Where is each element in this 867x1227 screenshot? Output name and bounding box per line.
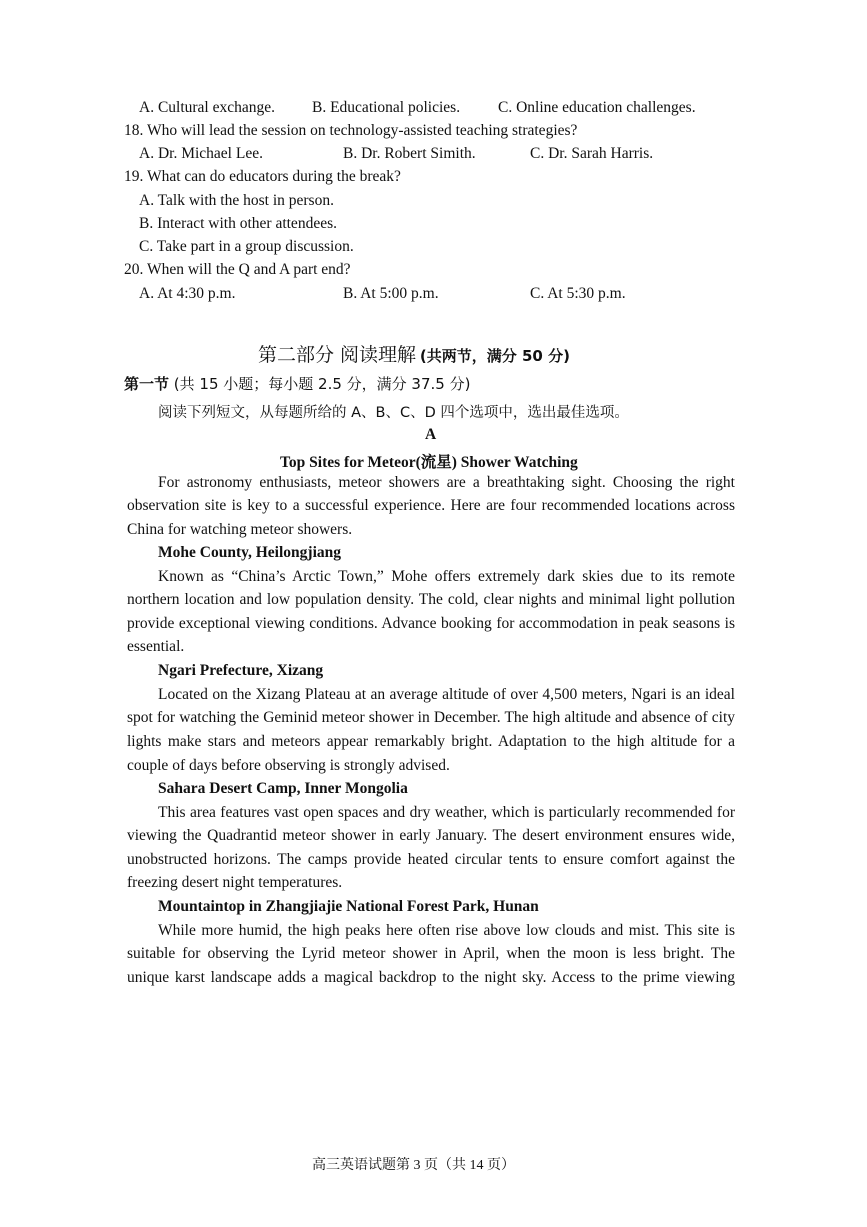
page-footer: 高三英语试题第 3 页（共 14 页）	[312, 1158, 515, 1173]
site-heading-mohe: Mohe County, Heilongjiang	[158, 544, 342, 561]
part2-heading	[258, 340, 570, 367]
site-text-line: essential.	[127, 638, 185, 655]
site-text-line: unobstructed horizons. The camps provide heated circular tents to ensure comfort against the	[127, 851, 735, 868]
site-text-line: Known as “China’s Arctic Town,” Mohe offers extremely dark skies due to its remote	[158, 568, 735, 585]
q18-stem: 18. Who will lead the session on technology-assisted teaching strategies?	[124, 122, 578, 139]
intro-line: China for watching meteor showers.	[127, 521, 353, 538]
site-heading-zhangjiajie: Mountaintop in Zhangjiajie National Forest Park, Hunan	[158, 898, 539, 915]
site-heading-ngari: Ngari Prefecture, Xizang	[158, 662, 324, 679]
q20-option-b: B. At 5:00 p.m.	[343, 285, 439, 302]
passage-title: Top Sites for Meteor(流星) Shower Watching	[280, 454, 578, 471]
site-text-line: suitable for observing the Lyrid meteor shower in April, when the moon is less bright. The	[127, 945, 735, 962]
q20-option-a: A. At 4:30 p.m.	[139, 285, 236, 302]
q19-option-b: B. Interact with other attendees.	[139, 215, 337, 232]
site-text-line: spot for watching the Geminid meteor shower in December. The high altitude and absence of city	[127, 709, 735, 726]
q17-option-a: A. Cultural exchange.	[139, 99, 276, 116]
site-text-line: provide exceptional viewing conditions. Advance booking for accommodation in peak seasons is	[127, 615, 735, 632]
site-heading-sahara: Sahara Desert Camp, Inner Mongolia	[158, 780, 408, 797]
section1-instruction: 阅读下列短文，从每题所给的 A、B、C、D 四个选项中，选出最佳选项。	[158, 405, 629, 421]
section1-note: (共 15 小题；每小题 2.5 分，满分 37.5 分)	[173, 375, 471, 393]
site-text-line: freezing desert night temperatures.	[127, 874, 343, 891]
intro-line: For astronomy enthusiasts, meteor showers are a breathtaking sight. Choosing the right	[158, 474, 735, 491]
site-text-line: couple of days before observing is strongly advised.	[127, 757, 450, 774]
site-text-line: unique karst landscape adds a magical backdrop to the night sky. Access to the prime viewing	[127, 969, 735, 986]
q20-stem: 20. When will the Q and A part end?	[124, 261, 351, 278]
q20-option-c: C. At 5:30 p.m.	[530, 285, 626, 302]
q18-option-b: B. Dr. Robert Simith.	[343, 145, 476, 162]
site-text-line: This area features vast open spaces and dry weather, which is particularly recommended for	[158, 804, 735, 821]
q17-option-b: B. Educational policies.	[312, 99, 461, 116]
section1-label: 第一节	[124, 375, 170, 393]
section1-heading	[124, 373, 470, 394]
site-text-line: northern location and low population density. The cold, clear nights and minimal light pollution	[127, 591, 735, 608]
q19-stem: 19. What can do educators during the break?	[124, 168, 401, 185]
q18-option-c: C. Dr. Sarah Harris.	[530, 145, 654, 162]
q19-option-c: C. Take part in a group discussion.	[139, 238, 354, 255]
q17-option-c: C. Online education challenges.	[498, 99, 696, 116]
part2-title: 第二部分 阅读理解	[258, 344, 417, 366]
q18-option-a: A. Dr. Michael Lee.	[139, 145, 263, 162]
site-text-line: Located on the Xizang Plateau at an average altitude of over 4,500 meters, Ngari is an ideal	[158, 686, 735, 703]
site-text-line: lights make stars and meteors appear remarkably bright. Adaptation to the high altitude for a	[127, 733, 735, 750]
part2-note: (共两节，满分 50 分)	[419, 347, 570, 365]
site-text-line: viewing the Quadrantid meteor shower in early January. The desert environment ensures wide,	[127, 827, 735, 844]
site-text-line: While more humid, the high peaks here often rise above low clouds and mist. This site is	[158, 922, 735, 939]
q19-option-a: A. Talk with the host in person.	[139, 192, 334, 209]
passage-letter: A	[425, 426, 437, 443]
intro-line: observation site is key to a successful experience. Here are four recommended locations across	[127, 497, 735, 514]
